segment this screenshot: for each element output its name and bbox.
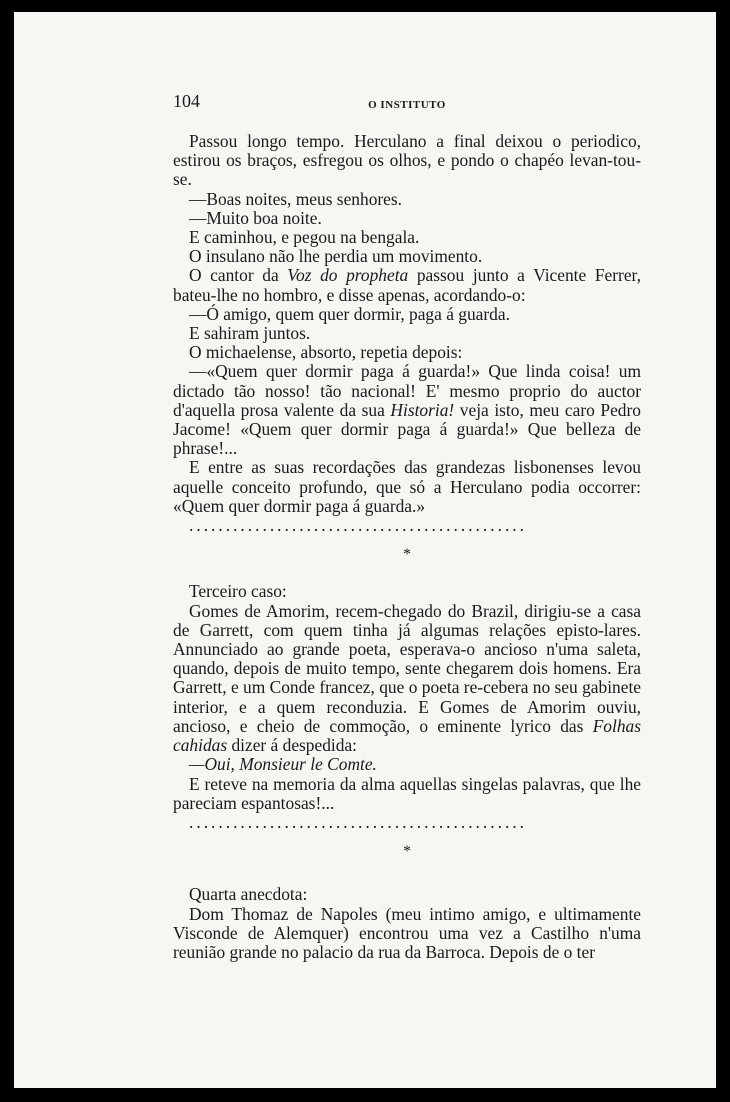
paragraph: E caminhou, e pegou na bengala. [189, 227, 420, 248]
paragraph: O cantor da Voz do propheta passou junto a Vicente Ferrer, bateu-lhe no hombro, e disse apenas, acordando-o: [173, 265, 641, 305]
asterism: * [403, 546, 411, 564]
dotted-separator: .............................................. [189, 812, 527, 832]
dialogue-line: —Oui, Monsieur le Comte. [189, 754, 377, 775]
page-number: 104 [173, 91, 200, 111]
paragraph: E reteve na memoria da alma aquellas singelas palavras, que lhe pareciam espantosas!... [173, 773, 641, 813]
dialogue-line: —Muito boa noite. [189, 207, 322, 228]
text-block [173, 92, 641, 962]
italic-title: Voz do propheta [287, 265, 409, 286]
dialogue-line: —Boas noites, meus senhores. [189, 188, 403, 209]
section-heading: Terceiro caso: [189, 581, 287, 602]
asterism: * [403, 843, 411, 861]
paragraph: E sahiram juntos. [189, 323, 311, 344]
section-heading: Quarta anecdota: [189, 884, 308, 905]
paragraph: Passou longo tempo. Herculano a final deixou o periodico, estirou os braços, esfregou os olhos, e pondo o chapéo levan-tou-se. [173, 131, 641, 190]
paragraph: —«Quem quer dormir paga á guarda!» Que linda coisa! um dictado tão nosso! tão nacional! E' mesmo proprio do auctor d'aquella prosa valente da sua Historia! veja isto, meu caro Pedro Jacome! «Quem quer dormir paga á guarda!» Que belleza de phrase!... [173, 361, 641, 459]
dialogue-line: —Ó amigo, quem quer dormir, paga á guarda. [189, 303, 510, 324]
italic-title: Historia! [390, 399, 455, 420]
paragraph: O michaelense, absorto, repetia depois: [189, 342, 463, 363]
paragraph: Gomes de Amorim, recem-chegado do Brazil, dirigiu-se a casa de Garrett, com quem tinha já algumas relações episto-lares. Annunciado ao grande poeta, esperava-o ancioso n'uma saleta, quando, depois de muito tempo, sente chegarem dois homens. Era Garrett, e um Conde francez, que o poeta re-cebera no seu gabinete interior, e a quem reconduzia. E Gomes de Amorim ouviu, ancioso, e cheio de commoção, o eminente lyrico das Folhas cahidas dizer á despedida: [173, 600, 641, 756]
page-header [173, 92, 641, 132]
italic-title: Folhas cahidas [173, 715, 641, 756]
running-title: O INSTITUTO [368, 99, 446, 111]
book-page [14, 12, 716, 1088]
paragraph: Dom Thomaz de Napoles (meu intimo amigo, e ultimamente Visconde de Alemquer) encontrou uma vez a Castilho n'uma reunião grande no palacio da rua da Barroca. Depois de o ter [173, 903, 641, 962]
dotted-separator: .............................................. [189, 516, 527, 536]
paragraph: O insulano não lhe perdia um movimento. [189, 246, 483, 267]
paragraph: E entre as suas recordações das grandezas lisbonenses levou aquelle conceito profundo, que só a Herculano podia occorrer: «Quem quer dormir paga á guarda.» [173, 457, 641, 516]
